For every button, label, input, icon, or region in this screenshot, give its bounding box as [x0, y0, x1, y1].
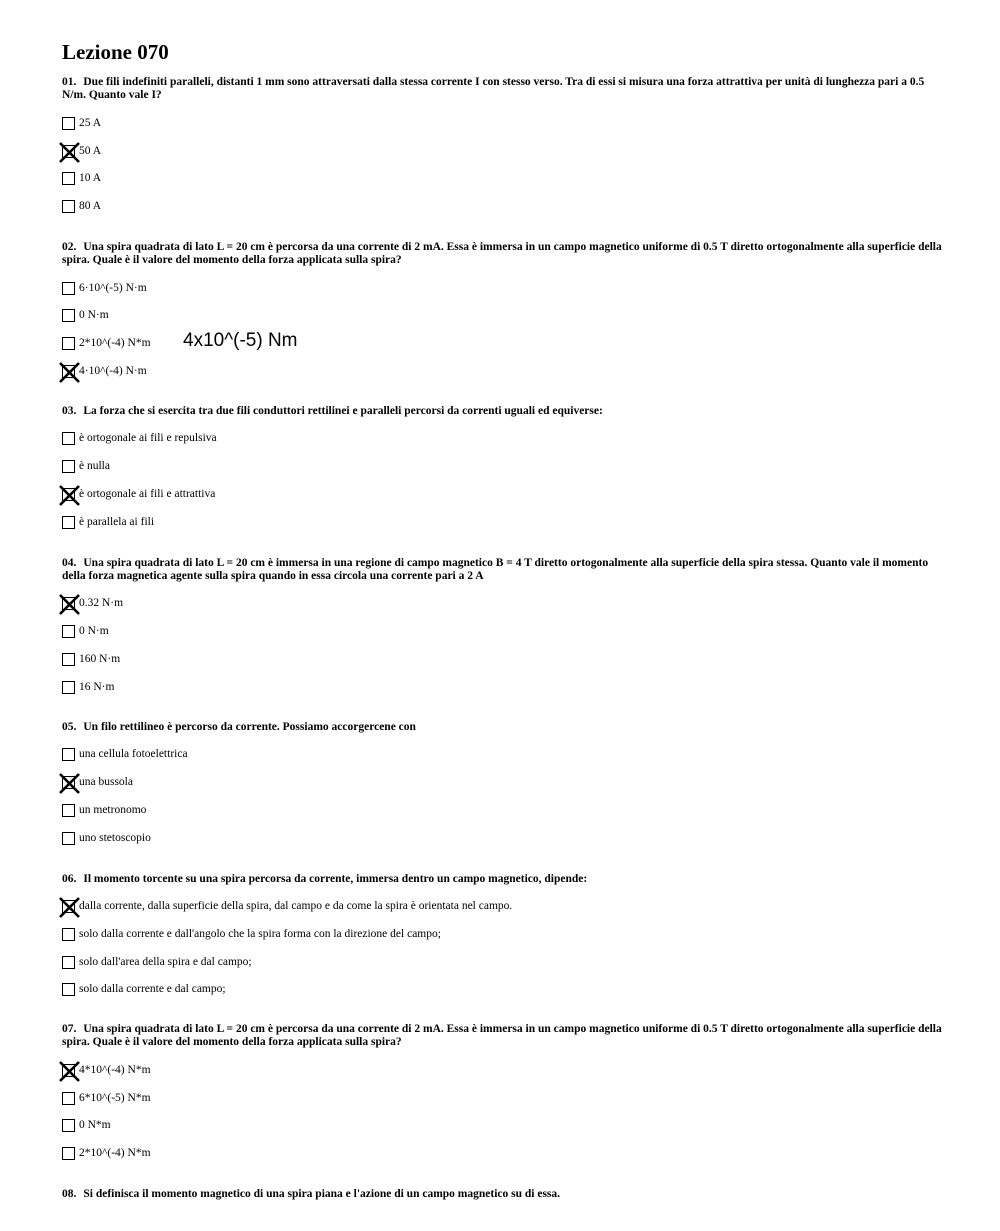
checkbox[interactable]	[62, 928, 75, 941]
question-number: 03.	[62, 405, 77, 417]
question-number: 07.	[62, 1023, 77, 1035]
option-label: 2*10^(-4) N*m	[79, 1146, 151, 1159]
option-label: dalla corrente, dalla superficie della spira, dal campo e da come la spira è orientata nel campo.	[79, 899, 513, 912]
question-number: 01.	[62, 76, 77, 88]
option-label: uno stetoscopio	[79, 831, 151, 844]
question-4	[62, 557, 942, 583]
option-label: 6*10^(-5) N*m	[79, 1091, 151, 1104]
checkbox[interactable]	[62, 681, 75, 694]
option-label: 80 A	[79, 199, 102, 212]
answer-option[interactable]	[62, 898, 942, 914]
cross-mark-icon	[59, 142, 80, 163]
checked-checkbox[interactable]	[62, 488, 75, 501]
checkbox[interactable]	[62, 117, 75, 130]
question-text	[62, 721, 942, 734]
answer-option[interactable]	[62, 623, 942, 639]
answer-option[interactable]	[62, 115, 942, 131]
question-body: Si definisca il momento magnetico di una spira piana e l'azione di un campo magnetico su di essa.	[83, 1188, 561, 1200]
question-5	[62, 721, 942, 734]
option-label: una bussola	[79, 775, 133, 788]
option-label: solo dalla corrente e dal campo;	[79, 982, 226, 995]
question-3	[62, 405, 942, 418]
checked-checkbox[interactable]	[62, 365, 75, 378]
checkbox[interactable]	[62, 432, 75, 445]
answer-option[interactable]	[62, 774, 942, 790]
answer-option[interactable]	[62, 198, 942, 214]
question-body: Due fili indefiniti paralleli, distanti 1 mm sono attraversati dalla stessa corrente I con stesso verso. Tra di essi si misura una forza attrattiva per unità di lunghezza pari a 0.5 N/m. Quanto vale I?	[62, 76, 925, 101]
checked-checkbox[interactable]	[62, 145, 75, 158]
option-label: 16 N·m	[79, 680, 115, 693]
cross-mark-icon	[59, 594, 80, 615]
question-body: Un filo rettilineo è percorso da corrente. Possiamo accorgercene con	[83, 721, 416, 733]
option-label: 160 N·m	[79, 652, 121, 665]
question-7	[62, 1023, 942, 1049]
option-label: 4*10^(-4) N*m	[79, 1063, 151, 1076]
answer-option[interactable]	[62, 595, 942, 611]
checkbox[interactable]	[62, 460, 75, 473]
page-title: Lezione 070	[62, 40, 169, 64]
checkbox[interactable]	[62, 309, 75, 322]
question-body: Il momento torcente su una spira percorsa da corrente, immersa dentro un campo magnetico, dipende:	[83, 873, 588, 885]
option-label: solo dalla corrente e dall'angolo che la spira forma con la direzione del campo;	[79, 927, 441, 940]
checkbox[interactable]	[62, 200, 75, 213]
cross-mark-icon	[59, 362, 80, 383]
option-label: 6·10^(-5) N·m	[79, 281, 147, 294]
answer-option[interactable]	[62, 679, 942, 695]
answer-option[interactable]	[62, 486, 942, 502]
cross-mark-icon	[59, 773, 80, 794]
question-number: 06.	[62, 873, 77, 885]
question-body: Una spira quadrata di lato L = 20 cm è percorsa da una corrente di 2 mA. Essa è immersa in un campo magnetico uniforme di 0.5 T diretto ortogonalmente alla superficie della spira. Quale è il valore del momento della forza applicata sulla spira?	[62, 1023, 942, 1048]
question-number: 04.	[62, 557, 77, 569]
checked-checkbox[interactable]	[62, 900, 75, 913]
answer-option[interactable]	[62, 746, 942, 762]
checkbox[interactable]	[62, 282, 75, 295]
checkbox[interactable]	[62, 516, 75, 529]
question-text	[62, 873, 942, 886]
question-text	[62, 405, 942, 418]
answer-option[interactable]	[62, 280, 942, 296]
checked-checkbox[interactable]	[62, 597, 75, 610]
checkbox[interactable]	[62, 172, 75, 185]
handwritten-annotation: 4x10^(-5) Nm	[183, 330, 298, 351]
checked-checkbox[interactable]	[62, 1064, 75, 1077]
answer-option[interactable]	[62, 1117, 942, 1133]
option-label: 2*10^(-4) N*m	[79, 336, 151, 349]
checkbox[interactable]	[62, 748, 75, 761]
option-label: è ortogonale ai fili e attrattiva	[79, 487, 216, 500]
cross-mark-icon	[59, 485, 80, 506]
answer-option[interactable]	[62, 1090, 942, 1106]
checked-checkbox[interactable]	[62, 776, 75, 789]
checkbox[interactable]	[62, 1092, 75, 1105]
checkbox[interactable]	[62, 832, 75, 845]
option-label: 4·10^(-4) N·m	[79, 364, 147, 377]
option-label: 50 A	[79, 144, 102, 157]
question-text	[62, 557, 942, 583]
option-label: 0 N·m	[79, 308, 109, 321]
checkbox[interactable]	[62, 1147, 75, 1160]
question-text	[62, 1188, 942, 1201]
option-label: 10 A	[79, 171, 102, 184]
answer-option[interactable]	[62, 954, 942, 970]
answer-option[interactable]	[62, 335, 942, 351]
answer-option[interactable]	[62, 926, 942, 942]
option-label: un metronomo	[79, 803, 147, 816]
question-body: Una spira quadrata di lato L = 20 cm è percorsa da una corrente di 2 mA. Essa è immersa in un campo magnetico uniforme di 0.5 T diretto ortogonalmente alla superficie della spira. Quale è il valore del momento della forza applicata sulla spira?	[62, 241, 942, 266]
question-body: La forza che si esercita tra due fili conduttori rettilinei e paralleli percorsi da correnti uguali ed equiverse:	[83, 405, 603, 417]
checkbox[interactable]	[62, 337, 75, 350]
cross-mark-icon	[59, 897, 80, 918]
question-body: Una spira quadrata di lato L = 20 cm è immersa in una regione di campo magnetico B = 4 T diretto ortogonalmente alla superficie della spira stessa. Quanto vale il momento della forza magnetica agente sulla spira quando in essa circola una corrente pari a 2 A	[62, 557, 929, 582]
option-label: solo dall'area della spira e dal campo;	[79, 955, 252, 968]
checkbox[interactable]	[62, 956, 75, 969]
option-label: è nulla	[79, 459, 110, 472]
question-number: 02.	[62, 241, 77, 253]
answer-option[interactable]	[62, 802, 942, 818]
checkbox[interactable]	[62, 625, 75, 638]
answer-option[interactable]	[62, 307, 942, 323]
question-text	[62, 76, 942, 102]
answer-option[interactable]	[62, 143, 942, 159]
checkbox[interactable]	[62, 983, 75, 996]
question-6	[62, 873, 942, 886]
option-label: una cellula fotoelettrica	[79, 747, 188, 760]
answer-option[interactable]	[62, 363, 942, 379]
answer-option[interactable]	[62, 981, 942, 997]
option-label: è parallela ai fili	[79, 515, 155, 528]
answer-option[interactable]	[62, 514, 942, 530]
option-label: è ortogonale ai fili e repulsiva	[79, 431, 217, 444]
option-label: 0 N·m	[79, 624, 109, 637]
answer-option[interactable]	[62, 458, 942, 474]
option-label: 0 N*m	[79, 1118, 111, 1131]
answer-option[interactable]	[62, 430, 942, 446]
question-number: 05.	[62, 721, 77, 733]
answer-option[interactable]	[62, 1062, 942, 1078]
cross-mark-icon	[59, 1061, 80, 1082]
checkbox[interactable]	[62, 804, 75, 817]
option-label: 25 A	[79, 116, 102, 129]
question-text	[62, 1023, 942, 1049]
checkbox[interactable]	[62, 1119, 75, 1132]
question-1	[62, 76, 942, 102]
option-label: 0.32 N·m	[79, 596, 124, 609]
answer-option[interactable]	[62, 1145, 942, 1161]
question-text	[62, 241, 942, 267]
checkbox[interactable]	[62, 653, 75, 666]
question-2	[62, 241, 942, 267]
question-number: 08.	[62, 1188, 77, 1200]
answer-option[interactable]	[62, 651, 942, 667]
answer-option[interactable]	[62, 170, 942, 186]
question-8	[62, 1188, 942, 1201]
answer-option[interactable]	[62, 830, 942, 846]
